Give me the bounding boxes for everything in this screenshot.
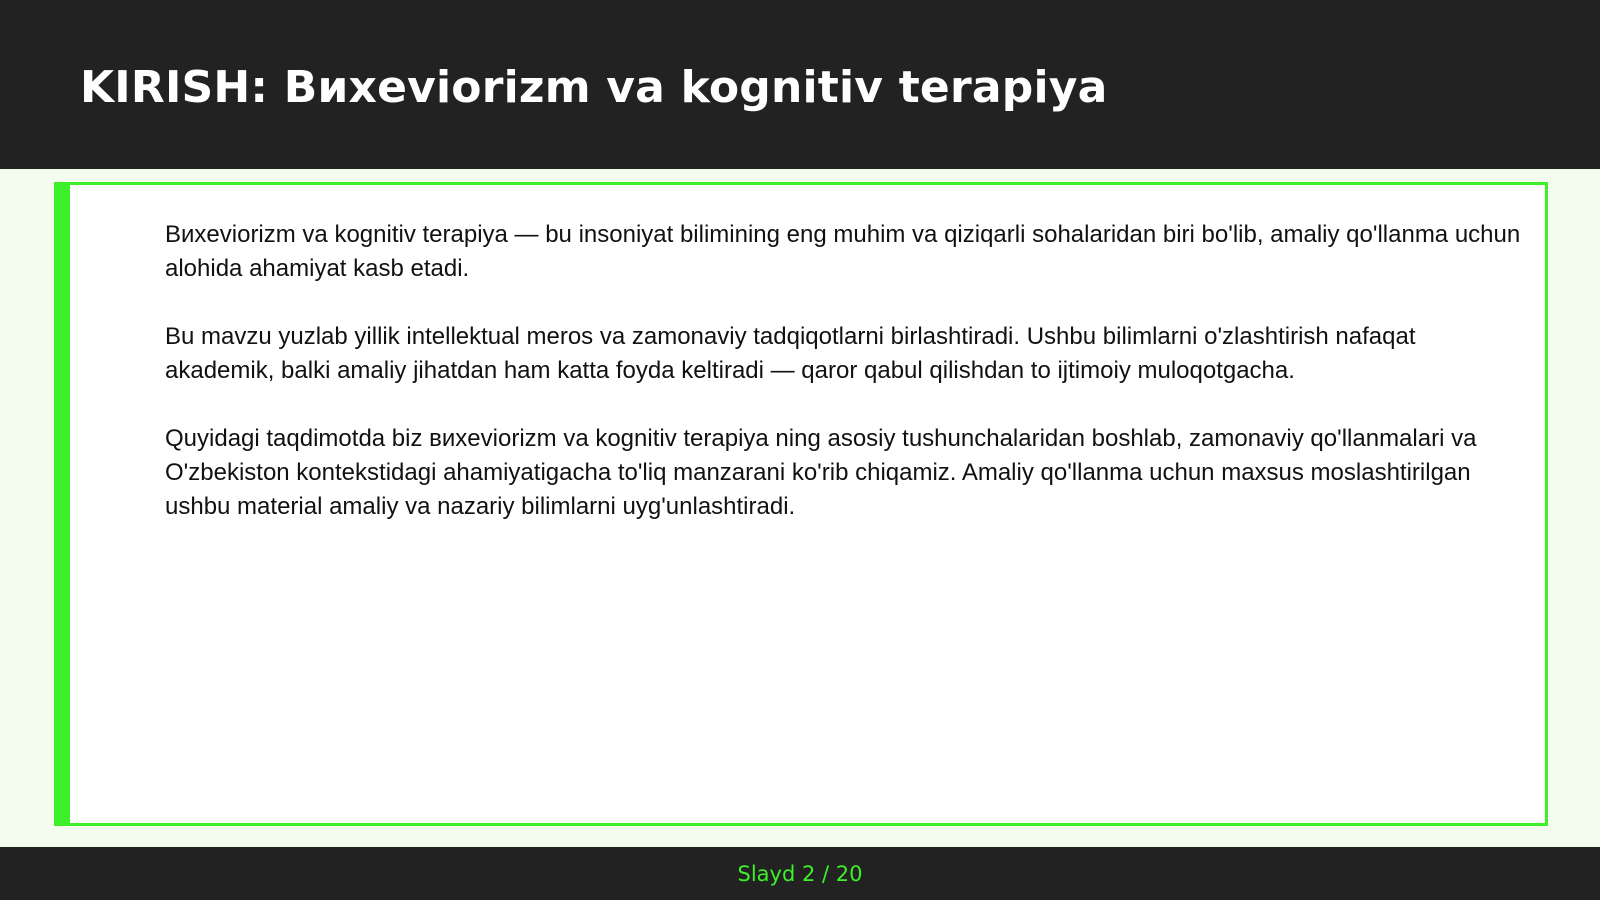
overview-paragraph: Quyidagi taqdimotda biz виxeviorizm va kognitiv terapiya ning asosiy tushunchalaridan boshlab, zamonaviy qo'llanmalari va O'zbekiston kontekstidagi ahamiyatigacha to'liq manzarani ko'rib chiqamiz. Amaliy qo'llanma uchun maxsus moslashtirilgan ushbu material amaliy va nazariy bilimlarni uyg'unlashtiradi. xyxy=(165,425,1477,520)
slide-header xyxy=(0,0,1600,169)
slide-body-text xyxy=(165,218,1525,558)
slide-counter: Slayd 2 / 20 xyxy=(737,862,863,886)
slide-title: KIRISH: Виxeviorizm va kognitiv terapiya xyxy=(80,62,1108,113)
slide-content-panel xyxy=(54,182,1548,826)
slide-footer xyxy=(0,847,1600,900)
context-paragraph: Bu mavzu yuzlab yillik intellektual meros va zamonaviy tadqiqotlarni birlashtiradi. Ushbu bilimlarni o'zlashtirish nafaqat akademik, balki amaliy jihatdan ham katta foyda keltiradi — qaror qabul qilishdan to ijtimoiy muloqotgacha. xyxy=(165,323,1416,384)
intro-paragraph: Виxeviorizm va kognitiv terapiya — bu insoniyat bilimining eng muhim va qiziqarli sohalaridan biri bo'lib, amaliy qo'llanma uchun alohida ahamiyat kasb etadi. xyxy=(165,221,1521,282)
